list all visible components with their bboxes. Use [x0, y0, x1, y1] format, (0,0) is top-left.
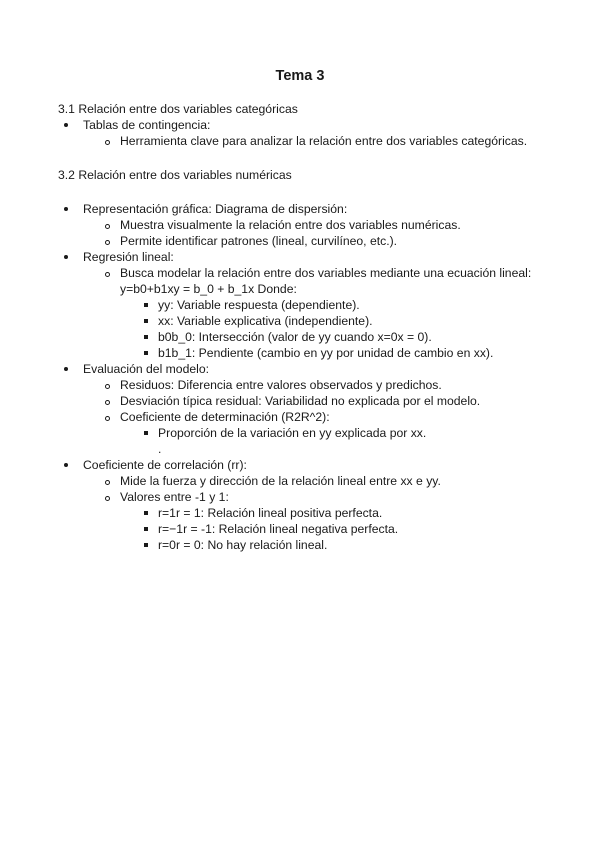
definition-item: r=−1r = -1: Relación lineal negativa perfecta.: [120, 521, 578, 537]
section-3-1-list: [58, 117, 578, 149]
document-body: [58, 101, 578, 553]
section-heading-3-1: 3.1 Relación entre dos variables categóricas: [58, 102, 298, 116]
list-item-representacion: [58, 201, 578, 249]
section-heading-3-2: 3.2 Relación entre dos variables numéricas: [58, 168, 292, 182]
section-3-2-list: [58, 201, 578, 553]
definition-item: b0b_0: Intersección (valor de yy cuando x=0x = 0).: [120, 329, 578, 345]
stray-dot: .: [158, 442, 162, 456]
regression-description: Busca modelar la relación entre dos variables mediante una ecuación lineal:: [120, 266, 532, 280]
definition-item: Proporción de la variación en yy explicada por xx.: [120, 425, 578, 441]
definition-item: b1b_1: Pendiente (cambio en yy por unidad de cambio en xx).: [120, 345, 578, 361]
sub-list-item: [83, 409, 578, 457]
page-title: Tema 3: [275, 68, 325, 84]
sub-list-item: [83, 489, 578, 553]
definition-item: r=1r = 1: Relación lineal positiva perfecta.: [120, 505, 578, 521]
list-item-label: Regresión lineal:: [83, 250, 174, 264]
list-item-label: Tablas de contingencia:: [83, 118, 211, 132]
definition-item: yy: Variable respuesta (dependiente).: [120, 297, 578, 313]
list-item-regresion: [58, 249, 578, 361]
list-item-label: Evaluación del modelo:: [83, 362, 210, 376]
definition-item: xx: Variable explicativa (independiente).: [120, 313, 578, 329]
regression-formula: y=b0+b1xy = b_0 + b_1x Donde:: [120, 282, 297, 296]
sub-list-item-label: Valores entre -1 y 1:: [120, 490, 229, 504]
sub-list-item: [83, 265, 578, 281]
list-item-label: Representación gráfica: Diagrama de dispersión:: [83, 202, 348, 216]
sub-list-item: Desviación típica residual: Variabilidad no explicada por el modelo.: [83, 393, 578, 409]
sub-list-item: Mide la fuerza y dirección de la relación lineal entre xx e yy.: [83, 473, 578, 489]
sub-list-item: Residuos: Diferencia entre valores observados y predichos.: [83, 377, 578, 393]
sub-list-item: Permite identificar patrones (lineal, curvilíneo, etc.).: [83, 233, 578, 249]
sub-list-item-label: Coeficiente de determinación (R2R^2):: [120, 410, 330, 424]
list-item-label: Coeficiente de correlación (rr):: [83, 458, 247, 472]
sub-list-item: Herramienta clave para analizar la relación entre dos variables categóricas.: [83, 133, 578, 149]
definition-item: r=0r = 0: No hay relación lineal.: [120, 537, 578, 553]
sub-list-item: Muestra visualmente la relación entre dos variables numéricas.: [83, 217, 578, 233]
list-item: [58, 117, 578, 149]
list-item-evaluacion: [58, 361, 578, 457]
list-item-correlacion: [58, 457, 578, 553]
